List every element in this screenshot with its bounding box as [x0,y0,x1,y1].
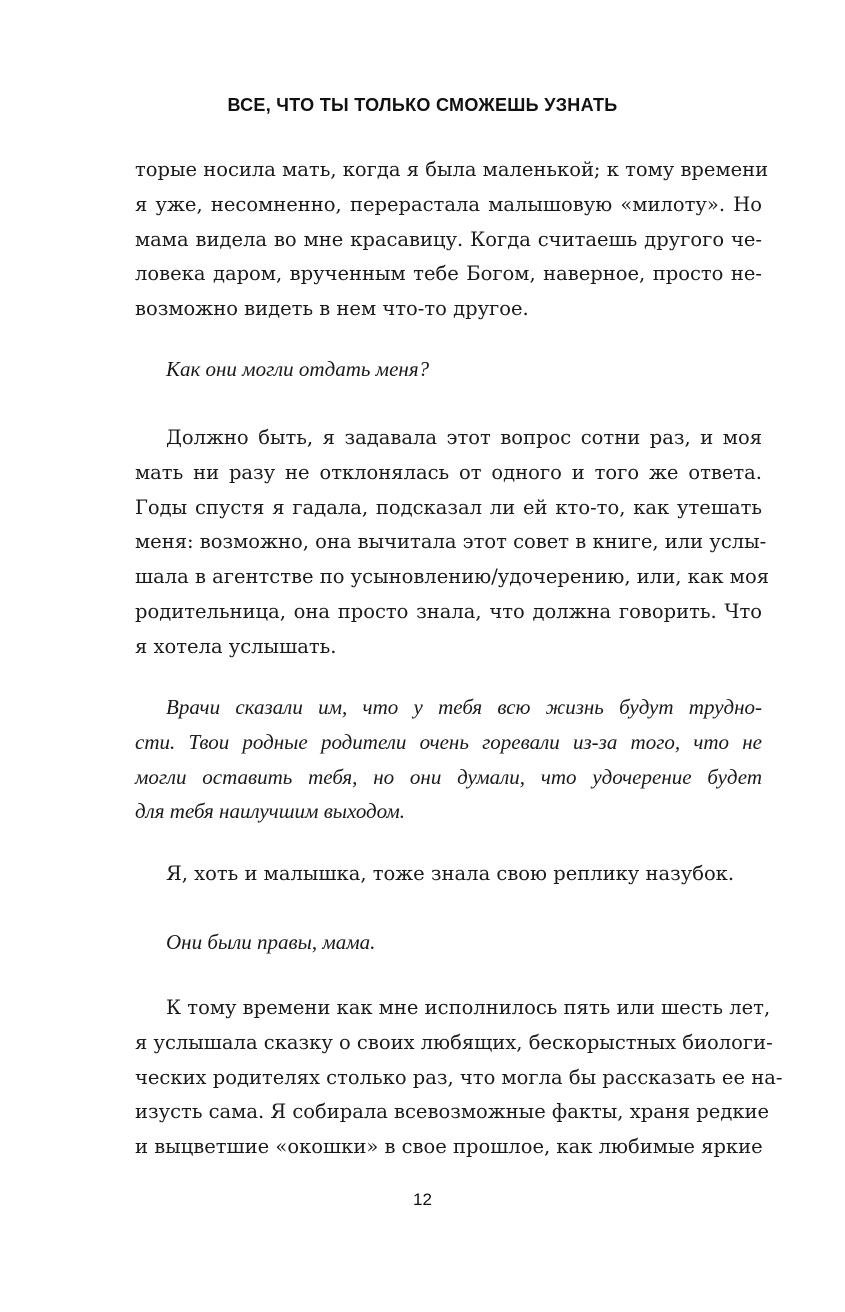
text-line: я хотела услышать. [135,634,337,658]
text-line: Должно быть, я задавала этот вопрос сотни раз, и моя [166,426,762,449]
text-line: возможно видеть в нем что-то другое. [135,297,529,321]
text-line: шала в агентстве по усыновлению/удочерению, или, как моя [135,565,769,589]
text-line: я услышала сказку о своих любящих, бескорыстных биологи- [135,1030,773,1054]
text-line: могли оставить тебя, но они думали, что удочерение будет [135,764,762,789]
text-line: ческих родителях столько раз, что могла бы рассказать ее на- [135,1065,783,1089]
text-line: мама видела во мне красавицу. Когда считаешь другого че- [135,227,762,251]
text-line: родительница, она просто знала, что должна говорить. Что [135,599,762,623]
text-line: ловека даром, врученным тебе Богом, наверное, просто не- [135,262,762,286]
text-line: Они были правы, мама. [166,930,376,954]
text-line: для тебя наилучшим выходом. [135,799,406,824]
text-line: Годы спустя я гадала, подсказал ли ей кто-то, как утешать [135,495,762,519]
text-line: Я, хоть и малышка, тоже знала свою реплику назубок. [166,862,735,885]
running-head-title: ВСЕ, ЧТО ТЫ ТОЛЬКО СМОЖЕШЬ УЗНАТЬ [227,95,618,115]
page-number: 12 [413,1190,432,1209]
paragraph-answer-habit [135,421,769,665]
paragraph-reply [135,857,762,892]
paragraph-italic-doctors [135,690,762,829]
text-line: Как они могли отдать меня? [166,357,430,381]
text-line: Врачи сказали им, что у тебя всю жизнь будут трудно- [166,695,762,719]
text-line: сти. Твои родные родители очень горевали из-за того, что не [135,729,762,754]
text-line: торые носила мать, когда я была маленькой; к тому времени [135,158,769,181]
paragraph-italic-right [135,925,762,960]
text-line: К тому времени как мне исполнилось пять или шесть лет, [166,996,771,1019]
paragraph-story [135,991,783,1165]
paragraph-continuation [135,153,769,327]
text-line: и выцветшие «окошки» в свое прошлое, как любимые яркие [135,1135,763,1159]
text-line: я уже, несомненно, перерастала малышовую «милоту». Но [135,192,762,216]
text-line: меня: возможно, она вычитала этот совет в книге, или услы- [135,530,767,554]
paragraph-italic-question [135,352,762,387]
text-line: изусть сама. Я собирала всевозможные факты, храня редкие [135,1100,770,1124]
text-line: мать ни разу не отклонялась от одного и того же ответа. [135,460,762,484]
